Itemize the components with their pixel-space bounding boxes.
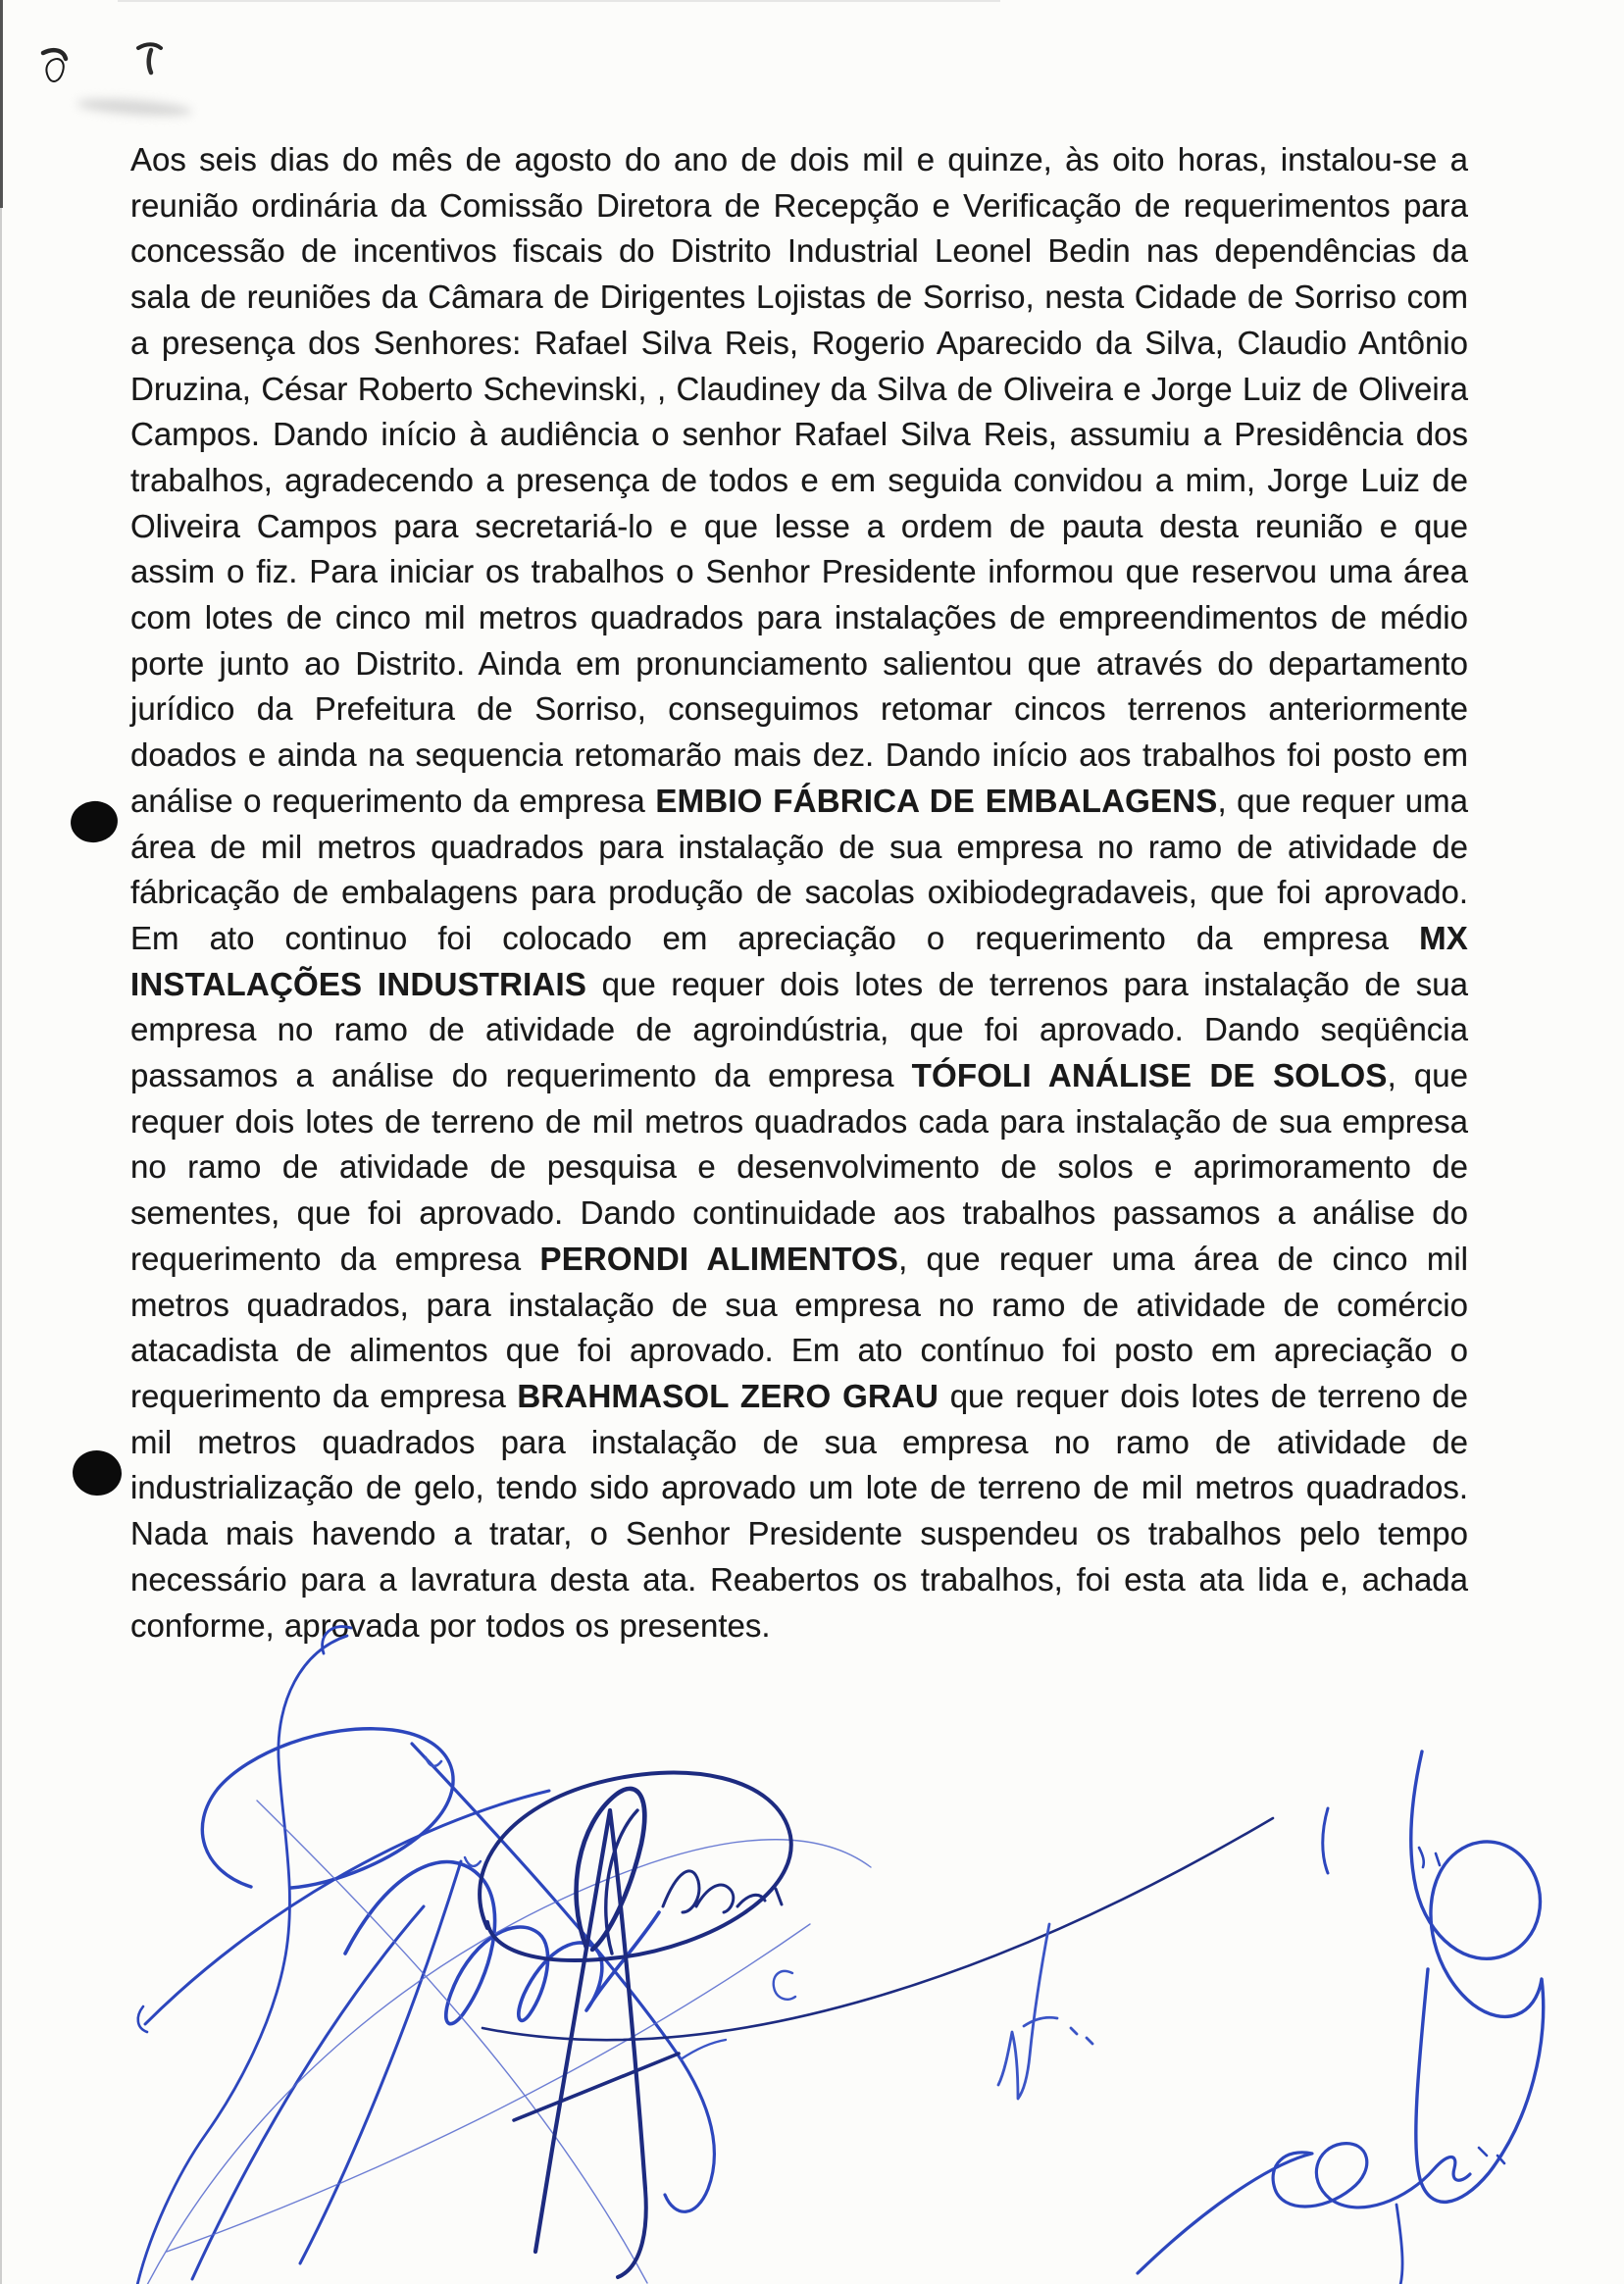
signature-stroke: [412, 1744, 714, 2211]
signature-stroke: [147, 1840, 871, 2284]
signature-hairline-flourishes: [147, 1801, 871, 2284]
signature-stroke: [998, 1924, 1092, 2099]
company-name-brahmasol: BRAHMASOL ZERO GRAU: [517, 1377, 939, 1414]
signature-stroke: [482, 1818, 1273, 2040]
signature-stroke: [1419, 1848, 1440, 1867]
company-name-mx-instalacoes: MX INSTALAÇÕES INDUSTRIAIS: [130, 919, 1468, 1002]
company-name-perondi: PERONDI ALIMENTOS: [539, 1240, 899, 1277]
minutes-text: [130, 137, 1468, 1649]
signature-stroke: [426, 1757, 441, 1766]
signature-stroke: [345, 1862, 659, 2024]
signature-small-marks: [426, 1757, 1092, 2099]
signature-stroke: [167, 1924, 810, 2252]
signature-stroke: [145, 1791, 549, 2024]
signature-center-ellipse: [480, 1773, 1273, 2041]
pen-mark: [149, 50, 151, 73]
text-segment: , que requer uma área de mil metros quadrados para instalação de sua empresa no ramo de atividade de fábricação de embalagens para produção de sacolas oxibiodegradaveis, que foi aprovado. Em ato continuo foi colocado em apreciação o requerimento da empresa: [130, 782, 1468, 956]
signature-stroke: [663, 1871, 782, 1912]
text-segment: que requer dois lotes de terrenos para instalação de sua empresa no ramo de atividade de agroindústria, que foi aprovado. Dando seqüência passamos a análise do requerimento da empresa: [130, 965, 1468, 1094]
text-segment: , que requer dois lotes de terreno de mil metros quadrados cada para instalação de sua empresa no ramo de atividade de pesquisa e desenvolvimento de solos e aprimoramento de sementes, que foi aprovado. Dando continuidade aos trabalhos passamos a análise do requerimento da empresa: [130, 1057, 1468, 1277]
pen-mark: [138, 44, 161, 48]
signature-stroke: [1479, 2148, 1504, 2163]
company-name-embio: EMBIO FÁBRICA DE EMBALAGENS: [655, 782, 1218, 819]
signature-stroke: [1396, 2205, 1402, 2284]
scan-edge-artifact: [0, 0, 3, 208]
signature-stroke: [192, 1906, 424, 2279]
signature-stroke: [681, 2040, 726, 2059]
signature-stroke: [606, 1810, 637, 1954]
pen-mark: [46, 59, 63, 81]
scan-edge-artifact: [118, 0, 1000, 2]
signature-stroke: [618, 2189, 646, 2277]
signature-stroke: [577, 1789, 645, 1950]
pen-mark: [43, 50, 66, 59]
signature-stroke: [1138, 2144, 1470, 2273]
signature-stroke: [1411, 1751, 1544, 2202]
signature-stroke: [137, 1636, 347, 2284]
scan-edge-artifact: [0, 0, 2, 2284]
smudge-artifact: [76, 96, 193, 119]
signature-stroke: [774, 1971, 795, 2000]
signature-stroke: [465, 1857, 481, 1866]
signature-stroke: [202, 1729, 453, 1888]
signature-stroke: [535, 1810, 645, 2252]
signature-right-loops: [1323, 1751, 1544, 2202]
signature-stroke: [1323, 1808, 1328, 1873]
text-segment: Aos seis dias do mês de agosto do ano de dois mil e quinze, às oito horas, instalou-se a reunião ordinária da Comissão Diretora de Recepção e Verificação de requerimentos para concessão de incentivos fiscais do Distrito Industrial Leonel Bedin nas dependências da sala de reuniões da Câmara de Dirigentes Lojistas de Sorriso, nesta Cidade de Sorriso com a presença dos Senhores: Rafael Silva Reis, Rogerio Aparecido da Silva, Claudio Antônio Druzina, César Roberto Schevinski, , Claudiney da Silva de Oliveira e Jorge Luiz de Oliveira Campos. Dando início à audiência o senhor Rafael Silva Reis, assumiu a Presidência dos trabalhos, agradecendo a presença de todos e em seguida convidou a mim, Jorge Luiz de Oliveira Campos para secretariá-lo e que lesse a ordem de pauta desta reunião e que assim o fiz. Para iniciar os trabalhos o Senhor Presidente informou que reservou uma área com lotes de cinco mil metros quadrados para instalações de empreendimentos de médio porte junto ao Distrito. Ainda em pronunciamento salientou que através do departamento jurídico da Prefeitura de Sorriso, conseguimos retomar cincos terrenos anteriormente doados e ainda na sequencia retomarão mais dez. Dando início aos trabalhos foi posto em análise o requerimento da empresa: [130, 141, 1468, 819]
hole-punch-mark: [68, 798, 120, 845]
signature-stroke: [480, 1773, 791, 1960]
signature-bottom-right: [1138, 2144, 1504, 2284]
signature-left-tangle: [137, 1627, 714, 2284]
text-segment: , que requer uma área de cinco mil metros quadrados, para instalação de sua empresa no ramo de atividade de comércio atacadista de alimentos que foi aprovado. Em ato contínuo foi posto em apreciação o requerimento da empresa: [130, 1240, 1469, 1414]
text-segment: que requer dois lotes de terreno de mil metros quadrados para instalação de sua empresa no ramo de atividade de industrialização de gelo, tendo sido aprovado um lote de terreno de mil metros quadrados. Nada mais havendo a tratar, o Senhor Presidente suspendeu os trabalhos pelo tempo necessário para a lavratura desta ata. Reabertos os trabalhos, foi esta ata lida e, achada conforme, aprovada por todos os presentes.: [130, 1377, 1468, 1644]
signature-stroke: [257, 1801, 647, 2283]
company-name-tofoli: TÓFOLI ANÁLISE DE SOLOS: [911, 1057, 1388, 1094]
signature-center-vertical: [514, 1810, 679, 2277]
signature-stroke: [514, 2054, 679, 2120]
signature-stroke: [138, 2006, 147, 2032]
hole-punch-mark: [71, 1448, 124, 1497]
signature-stroke: [300, 1861, 461, 2263]
